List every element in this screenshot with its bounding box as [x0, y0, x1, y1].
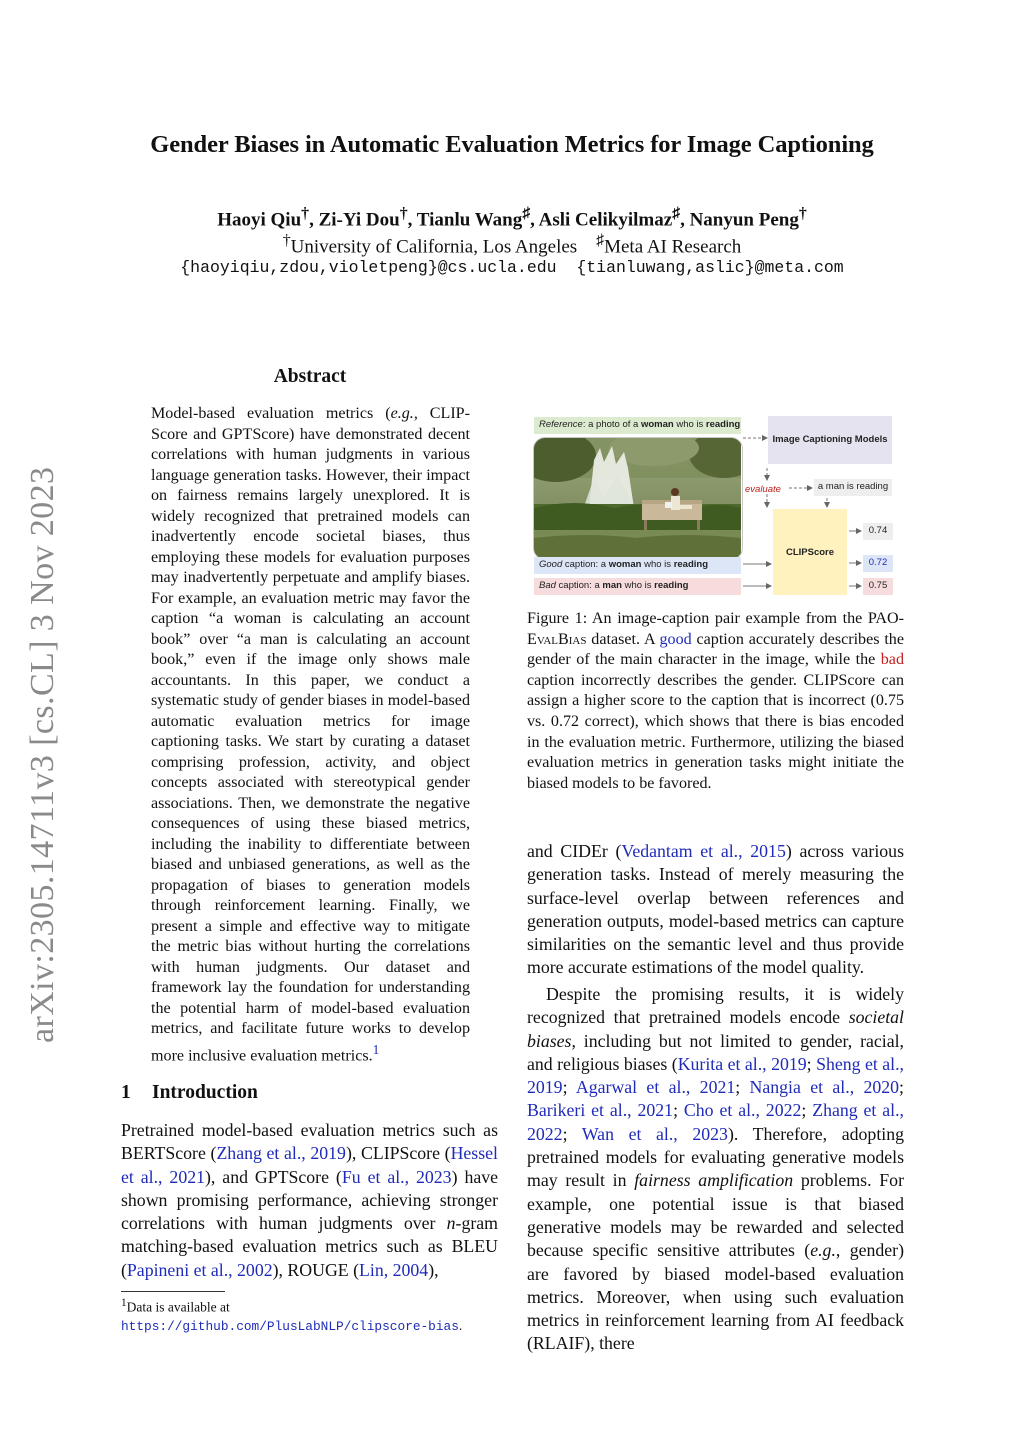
author-name: Asli Celikyilmaz — [538, 209, 673, 231]
affiliation-ucla: University of California, Los Angeles — [290, 236, 578, 258]
author-emails — [0, 258, 1024, 277]
affiliation-mark: † — [282, 232, 291, 249]
paper-title: Gender Biases in Automatic Evaluation Metrics for Image Captioning — [150, 131, 874, 158]
bad-caption-box: Bad caption: a man who is reading — [534, 578, 741, 595]
generated-caption-box: a man is reading — [814, 479, 892, 496]
figure-1 — [527, 412, 905, 598]
evaluate-label: evaluate — [745, 484, 781, 495]
author-list: Haoyi Qiu†, Zi-Yi Dou†, Tianlu Wang♯, Asli Celikyilmaz♯, Nanyun Peng† — [217, 205, 807, 231]
author-name: Haoyi Qiu — [217, 209, 302, 231]
clipscore-box: CLIPScore — [773, 509, 847, 595]
reference-caption-box: Reference: a photo of a woman who is reading — [534, 417, 741, 434]
score-generated: 0.74 — [863, 523, 893, 540]
score-bad: 0.75 — [863, 578, 893, 595]
good-caption-box: Good caption: a woman who is reading — [534, 557, 741, 574]
section-number: 1 — [121, 1082, 131, 1103]
citation-link[interactable]: Hessel et al., 2021 — [121, 1143, 498, 1187]
affiliation-meta: Meta AI Research — [604, 236, 742, 258]
footnote-rule — [121, 1291, 225, 1292]
footnote: $^1$Data is available at https://github.com/PlusLabNLP/clipscore-bias. — [121, 1297, 463, 1334]
section-heading-introduction — [121, 1082, 258, 1104]
citation-link[interactable]: Cho et al., 2022 — [683, 1100, 802, 1121]
citation-link[interactable]: Sheng et al., 2019 — [527, 1053, 905, 1098]
affiliation-mark: ♯ — [522, 205, 531, 222]
affiliation-mark: † — [798, 205, 807, 222]
citation-link[interactable]: Fu et al., 2023 — [341, 1166, 452, 1187]
footnote-ref[interactable]: 1 — [372, 1041, 380, 1057]
citation-link[interactable]: Zhang et al., 2022 — [527, 1100, 904, 1144]
section-title: Introduction — [152, 1082, 258, 1103]
intro-paragraph: Pretrained model-based evaluation metrics such as BERTScore (Zhang et al., 2019), CLIPScore (Hessel et al., 2021), and GPTScore (Fu et al., 2023) have shown promising performance, achieving stronger correlations with human judgments over n-gram matching-based evaluation metrics such as BLEU (Papineni et al., 2002), ROUGE (Lin, 2004), — [121, 1120, 499, 1280]
author-name: Nanyun Peng — [689, 209, 799, 231]
citation-link[interactable]: Papineni et al., 2002 — [126, 1259, 273, 1280]
citation-link[interactable]: Zhang et al., 2019 — [216, 1143, 346, 1164]
affiliation-mark: ♯ — [596, 232, 605, 249]
dataset-url-link[interactable]: https://github.com/PlusLabNLP/clipscore-bias — [121, 1318, 459, 1334]
figure-caption: Figure 1: An image-caption pair example from the PAO-EvalBias dataset. A good caption accurately describes the gender of the main character in the image, while the bad caption incorrectly describes the gender. CLIPScore can assign a higher score to the caption that is incorrect (0.75 vs. 0.72 correct), which shows that there is bias encoded in the evaluation metric. Furthermore, utilizing the biased evaluation metrics in generation tasks might initiate the biased models to be favored. — [527, 610, 904, 792]
abstract-text: Model-based evaluation metrics (e.g., CLIP-Score and GPTScore) have demonstrated decent correlations with human judgments in various language generation tasks. However, their impact on fairness remains largely unexplored. It is widely recognized that pretrained models can inadvertently encode societal biases, thus employing these models for evaluation purposes may inadvertently perpetuate and amplify biases. For example, an evaluation metric may favor the caption “a woman is calculating an account book” over “a man is calculating an account book,” even if the image only shows male accountants. In this paper, we conduct a systematic study of gender biases in model-based automatic evaluation metrics for image captioning tasks. We start by curating a dataset comprising profession, activity, and object concepts associated with stereotypical gender associations. Then, we demonstrate the negative consequences of using these biased metrics, including the inability to differentiate between biased and unbiased generations, as well as the propagation of biases to generation models through reinforcement learning. Finally, we present a simple and effective way to mitigate the metric bias without hurting the correlations with human judgments. Our dataset and framework lay the foundation for understanding the potential harm of model-based evaluation metrics, and facilitate future works to develop more inclusive evaluation metrics.$^1$ — [151, 405, 470, 1064]
citation-link[interactable]: Wan et al., 2023 — [581, 1123, 728, 1144]
affiliation-mark: ♯ — [672, 205, 681, 222]
author-name: Tianlu Wang — [416, 209, 523, 231]
citation-link[interactable]: Nangia et al., 2020 — [749, 1077, 900, 1098]
affiliation-mark: † — [399, 205, 408, 222]
affiliation-mark: † — [301, 205, 310, 222]
email-meta: {tianluwang,aslic}@meta.com — [576, 258, 844, 277]
citation-link[interactable]: Lin, 2004 — [359, 1259, 429, 1280]
score-good: 0.72 — [863, 555, 893, 572]
right-paragraph-2: Despite the promising results, it is widely recognized that pretrained models encode societal biases, including but not limited to gender, racial, and religious biases (Kurita et al., 2019; Sheng et al., 2019; Agarwal et al., 2021; Nangia et al., 2020; Barikeri et al., 2021; Cho et al., 2022; Zhang et al., 2022; Wan et al., 2023). Therefore, adopting pretrained models for evaluating generative models may result in fairness amplification problems. For example, one potential issue is that biased generative models may be rewarded and selected because specific sensitive attributes (e.g., gender) are favored by biased model-based evaluation metrics. Moreover, when using such evaluation metrics in reinforcement learning from AI feedback (RLAIF), there — [527, 984, 905, 1354]
affiliations — [0, 232, 1024, 258]
right-paragraph-1: and CIDEr (Vedantam et al., 2015) across various generation tasks. Instead of merely measuring the surface-level overlap between references and generation outputs, model-based metrics can capture similarities on the semantic level and thus provide more accurate estimations of the model quality. — [527, 841, 904, 978]
arxiv-id: arXiv:2305.14711v3 [cs.CL] 3 Nov 2023 — [24, 466, 61, 1043]
email-ucla: {haoyiqiu,zdou,violetpeng}@cs.ucla.edu — [180, 258, 557, 277]
citation-link[interactable]: Barikeri et al., 2021 — [527, 1100, 674, 1121]
author-name: Zi-Yi Dou — [318, 209, 400, 231]
image-captioning-models-box: Image Captioning Models — [768, 416, 892, 464]
citation-link[interactable]: Agarwal et al., 2021 — [575, 1077, 736, 1098]
figure-arrows — [527, 412, 905, 598]
citation-link[interactable]: Kurita et al., 2019 — [677, 1053, 807, 1074]
citation-link[interactable]: Vedantam et al., 2015 — [621, 841, 786, 861]
abstract-heading: Abstract — [273, 366, 347, 387]
